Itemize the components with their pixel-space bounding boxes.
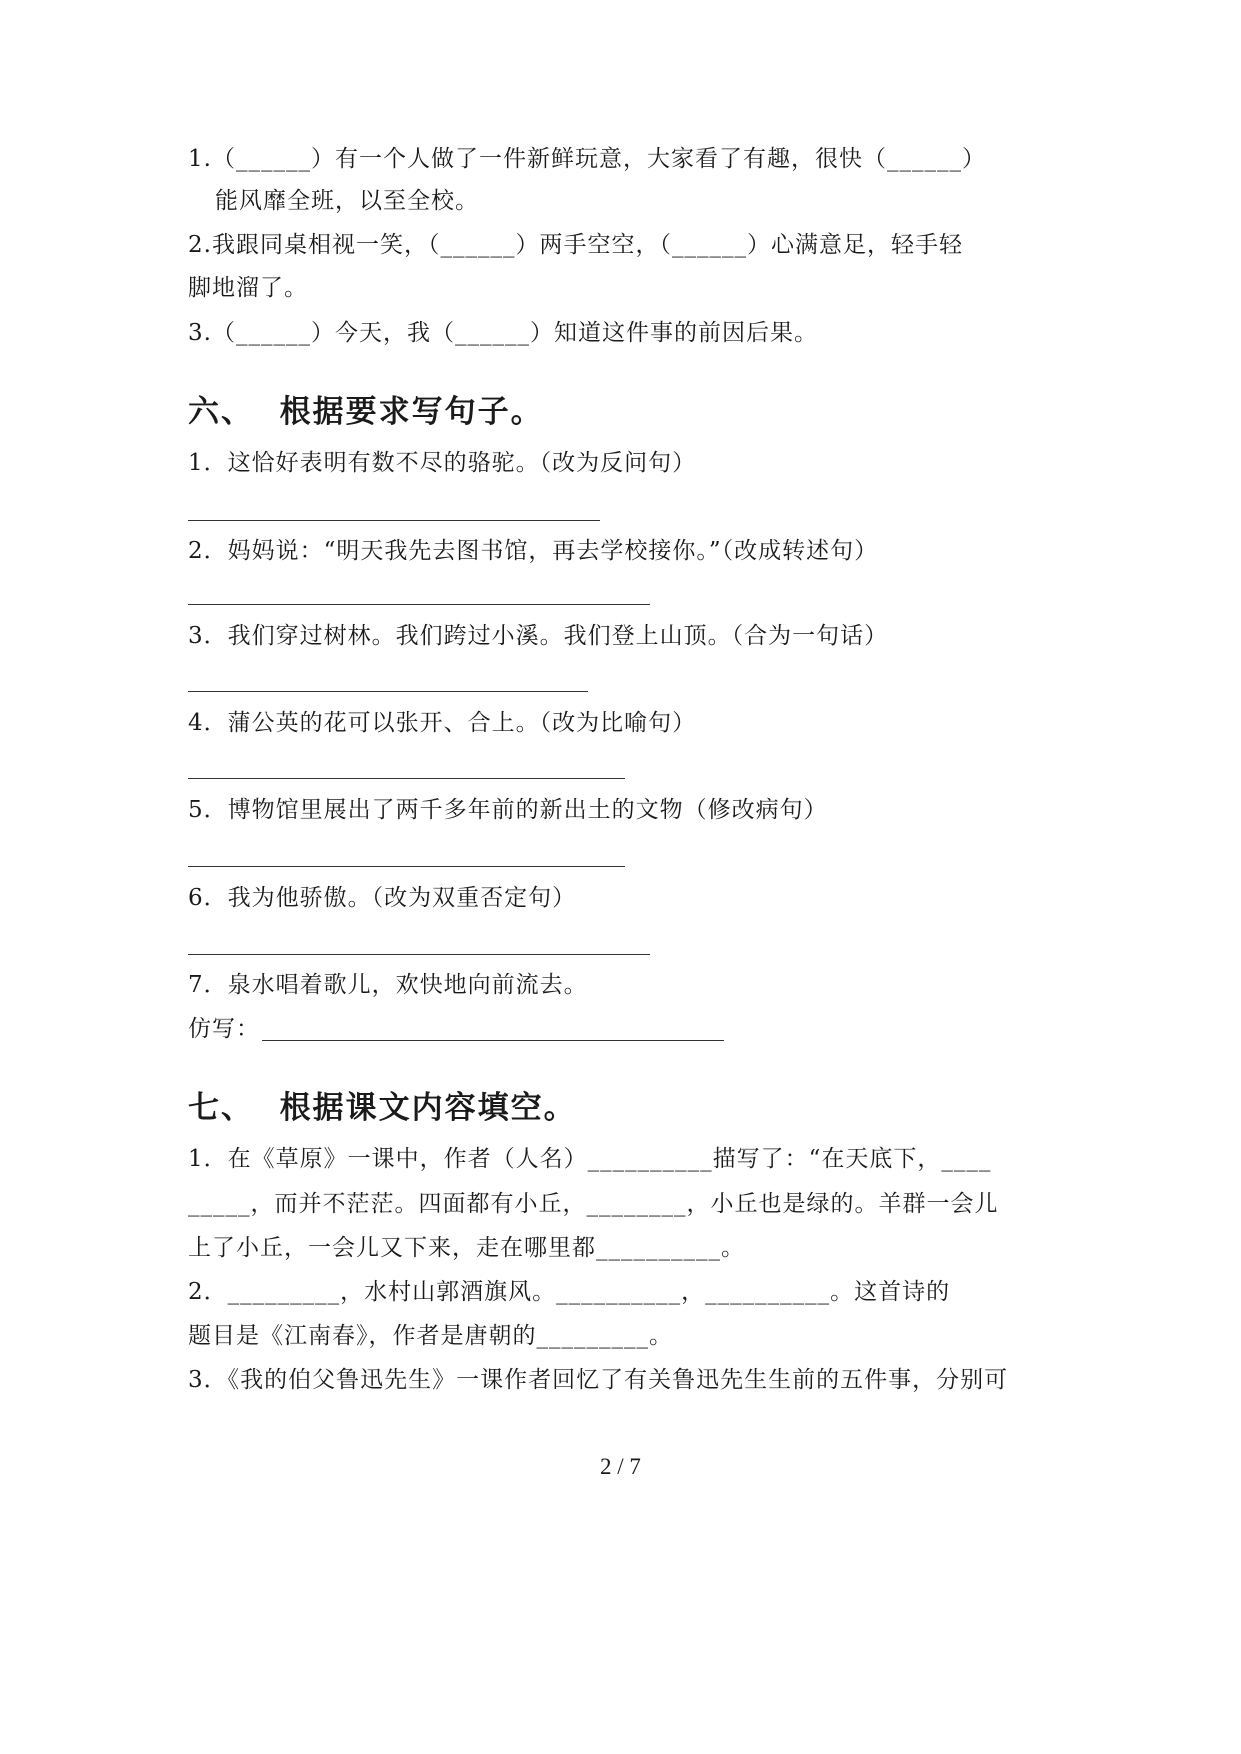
q7-item1-line2: _____，而并不茫茫。四面都有小丘，________，小丘也是绿的。羊群一会儿 — [188, 1191, 999, 1217]
q5-item2-line2: 脚地溜了。 — [188, 275, 308, 301]
q6-item2: 2．妈妈说：“明天我先去图书馆，再去学校接你。”（改成转述句） — [188, 538, 879, 564]
imitate-label: 仿写： — [188, 1016, 260, 1042]
answer-line-5 — [188, 866, 625, 867]
q6-item4: 4．蒲公英的花可以张开、合上。（改为比喻句） — [188, 710, 697, 736]
answer-line-6 — [188, 954, 650, 955]
answer-line-3 — [188, 691, 588, 692]
section6-heading: 六、 根据要求写句子。 — [188, 394, 544, 430]
q7-item2-line1: 2．_________，水村山郭酒旗风。__________，__________。这首诗的 — [188, 1279, 951, 1305]
q5-item3: 3.（______）今天，我（______）知道这件事的前因后果。 — [188, 320, 818, 346]
answer-line-2 — [188, 604, 650, 605]
q7-item3-line1: 3．《我的伯父鲁迅先生》一课作者回忆了有关鲁迅先生生前的五件事，分别可 — [188, 1367, 1009, 1393]
q7-item1-line3: 上了小丘，一会儿又下来，走在哪里都__________。 — [188, 1235, 745, 1261]
page-number: 2 / 7 — [600, 1454, 641, 1479]
q6-item7: 7．泉水唱着歌儿，欢快地向前流去。 — [188, 972, 588, 998]
q5-item1-line1: 1.（______）有一个人做了一件新鲜玩意，大家看了有趣，很快（______） — [188, 146, 986, 172]
q5-item2-line1: 2.我跟同桌相视一笑，（______）两手空空，（______）心满意足，轻手轻 — [188, 232, 963, 258]
answer-line-4 — [188, 778, 625, 779]
answer-line-1 — [188, 520, 600, 521]
q6-item1: 1．这恰好表明有数不尽的骆驼。（改为反问句） — [188, 450, 697, 476]
section7-heading: 七、 根据课文内容填空。 — [188, 1090, 577, 1126]
q6-item3: 3．我们穿过树林。我们跨过小溪。我们登上山顶。（合为一句话） — [188, 623, 889, 649]
q5-item1-line2: 能风靡全班，以至全校。 — [215, 188, 479, 214]
imitate-answer-line — [262, 1040, 724, 1041]
q6-item6: 6．我为他骄傲。（改为双重否定句） — [188, 885, 577, 911]
q7-item2-line2: 题目是《江南春》，作者是唐朝的_________。 — [188, 1323, 673, 1349]
q6-item5: 5．博物馆里展出了两千多年前的新出土的文物（修改病句） — [188, 797, 828, 823]
q7-item1-line1: 1．在《草原》一课中，作者（人名）__________描写了：“在天底下，____ — [188, 1146, 992, 1172]
